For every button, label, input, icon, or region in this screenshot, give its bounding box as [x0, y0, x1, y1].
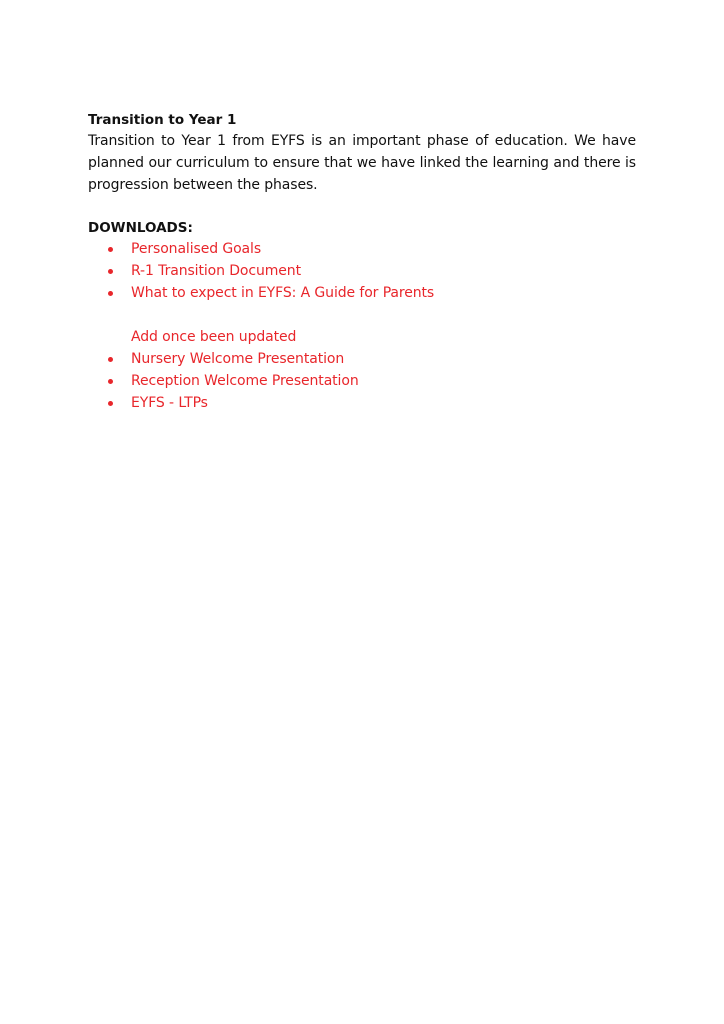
downloads-list-secondary — [88, 348, 636, 414]
bullet-icon — [108, 247, 113, 252]
bullet-icon — [108, 357, 113, 362]
intro-paragraph: Transition to Year 1 from EYFS is an important phase of education. We have planned our curriculum to ensure that we have linked the learning and there is progression between the phases. — [88, 133, 636, 193]
link-personalised-goals[interactable]: Personalised Goals — [131, 241, 262, 257]
bullet-icon — [108, 291, 113, 296]
link-reception-welcome-presentation[interactable]: Reception Welcome Presentation — [131, 373, 359, 389]
list-item — [88, 370, 636, 392]
list-item — [88, 282, 636, 304]
link-r1-transition-document[interactable]: R-1 Transition Document — [131, 263, 301, 279]
list-item — [88, 348, 636, 370]
bullet-icon — [108, 269, 113, 274]
update-note: Add once been updated — [131, 329, 297, 345]
document-page — [88, 110, 636, 414]
section-heading: Transition to Year 1 — [88, 112, 237, 128]
list-item — [88, 260, 636, 282]
link-guide-for-parents[interactable]: What to expect in EYFS: A Guide for Parents — [131, 285, 435, 301]
bullet-icon — [108, 401, 113, 406]
downloads-list-primary — [88, 238, 636, 304]
list-item — [88, 392, 636, 414]
downloads-heading: DOWNLOADS: — [88, 220, 193, 236]
bullet-icon — [108, 379, 113, 384]
link-nursery-welcome-presentation[interactable]: Nursery Welcome Presentation — [131, 351, 345, 367]
list-item — [88, 238, 636, 260]
link-eyfs-ltps[interactable]: EYFS - LTPs — [131, 395, 208, 411]
